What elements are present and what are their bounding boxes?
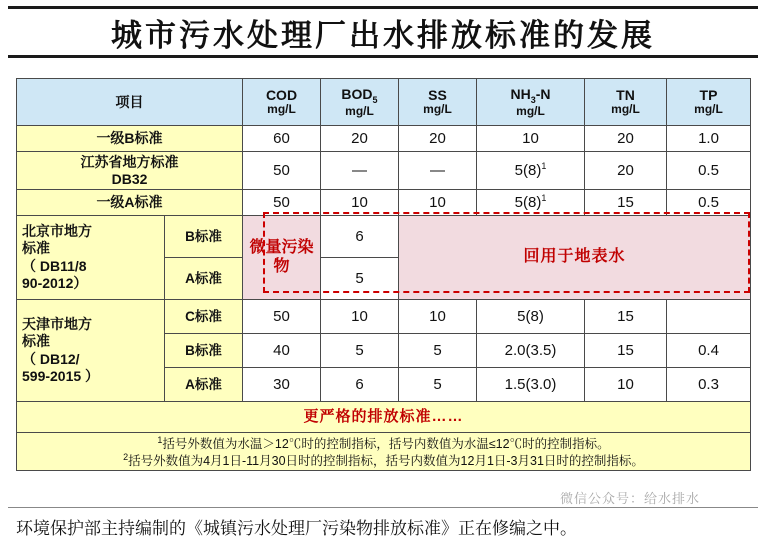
table-row <box>17 300 751 334</box>
row-label-beijing <box>17 216 165 300</box>
reuse-note <box>399 216 751 300</box>
cell-tp: 0.3 <box>667 368 751 402</box>
standards-table <box>16 78 751 471</box>
sub-label-b: B标准 <box>165 334 243 368</box>
cell-bod: 6 <box>321 216 399 258</box>
note-1: $^1$括号外数值为水温＞12℃时的控制指标，括号内数值为水温≤12℃时的控制指标。 <box>157 435 610 452</box>
cell-bod: 5 <box>321 258 399 300</box>
header-tp <box>667 79 751 126</box>
cell-ss: — <box>399 152 477 190</box>
cell-cod: 60 <box>243 126 321 152</box>
watermark: 微信公众号：给水排水 <box>560 491 701 506</box>
sub-label-b: B标准 <box>165 216 243 258</box>
cell-bod: 10 <box>321 300 399 334</box>
tianjin-line1: 天津市地方 <box>22 315 92 332</box>
note-2: $^2$括号外数值为4月1日-11月30日时的控制指标，括号内数值为12月1日-3月31日时的控制指标。 <box>123 451 644 468</box>
row-label-level1a: 一级A标准 <box>17 190 243 216</box>
header-nh3n-label: $NH_3-N$ <box>510 85 551 105</box>
row-label-jiangsu-line1: 江苏省地方标准 <box>80 154 179 171</box>
row-label-level1b: 一级B标准 <box>17 126 243 152</box>
beijing-line3: （ DB11/8 <box>22 257 87 274</box>
beijing-line4: 90-2012） <box>22 275 88 291</box>
header-tp-label: TP <box>699 87 718 104</box>
cell-tp: 0.5 <box>667 152 751 190</box>
reuse-note-text: 回用于地表水 <box>523 248 626 266</box>
cell-bod: 20 <box>321 126 399 152</box>
table-row <box>17 190 751 216</box>
cell-ss: 5 <box>399 368 477 402</box>
cell-cod: 50 <box>243 152 321 190</box>
table-row <box>17 216 751 258</box>
cell-nh3n: $5(8)^1$ <box>477 152 585 190</box>
cell-nh3n: 1.5(3.0) <box>477 368 585 402</box>
cell-tp <box>667 300 751 334</box>
standards-table-wrap <box>16 78 750 471</box>
cell-ss: 20 <box>399 126 477 152</box>
header-ss <box>399 79 477 126</box>
micro-pollutant-note <box>243 216 321 300</box>
cell-tn: 15 <box>585 190 667 216</box>
header-item: 项目 <box>17 79 243 126</box>
header-tn-unit: mg/L <box>611 102 640 117</box>
cell-ss: 10 <box>399 300 477 334</box>
table-header-row <box>17 79 751 126</box>
micro-pollutant-text: 微量污染物 <box>249 239 314 275</box>
cell-nh3n: 2.0(3.5) <box>477 334 585 368</box>
tianjin-line2: 标准 <box>22 333 50 349</box>
cell-cod: 50 <box>243 190 321 216</box>
header-nh3n-unit: mg/L <box>516 103 545 118</box>
header-ss-unit: mg/L <box>423 102 452 117</box>
beijing-line2: 标准 <box>22 240 50 256</box>
sub-label-a: A标准 <box>165 368 243 402</box>
cell-tp: 1.0 <box>667 126 751 152</box>
header-cod <box>243 79 321 126</box>
table-row <box>17 433 751 471</box>
row-label-jiangsu-line2: DB32 <box>111 170 148 187</box>
cell-tn: 20 <box>585 126 667 152</box>
header-bod <box>321 79 399 126</box>
cell-nh3n: $5(8)^1$ <box>477 190 585 216</box>
cell-tp: 0.5 <box>667 190 751 216</box>
header-tp-unit: mg/L <box>694 102 723 117</box>
cell-tn: 15 <box>585 334 667 368</box>
header-nh3n <box>477 79 585 126</box>
cell-bod: 10 <box>321 190 399 216</box>
tianjin-line3: （ DB12/ <box>22 350 80 367</box>
title-bar <box>8 6 758 58</box>
cell-tn: 15 <box>585 300 667 334</box>
footer-text: 环境保护部主持编制的《城镇污水处理厂污染物排放标准》正在修编之中。 <box>16 519 577 539</box>
cell-nh3n: 10 <box>477 126 585 152</box>
cell-tn: 20 <box>585 152 667 190</box>
cell-bod: 5 <box>321 334 399 368</box>
sub-label-c: C标准 <box>165 300 243 334</box>
cell-tn: 10 <box>585 368 667 402</box>
header-bod-unit: mg/L <box>345 103 374 118</box>
cell-cod: 30 <box>243 368 321 402</box>
header-tn <box>585 79 667 126</box>
sub-label-a: A标准 <box>165 258 243 300</box>
row-label-jiangsu <box>17 152 243 190</box>
page-title: 城市污水处理厂出水排放标准的发展 <box>111 17 655 54</box>
cell-ss: 10 <box>399 190 477 216</box>
footer-divider <box>8 507 758 508</box>
header-ss-label: SS <box>428 87 447 104</box>
cell-cod: 50 <box>243 300 321 334</box>
cell-bod: 6 <box>321 368 399 402</box>
header-cod-unit: mg/L <box>267 102 296 117</box>
table-row <box>17 402 751 433</box>
stricter-standards-banner: 更严格的排放标准…… <box>17 402 751 433</box>
table-row <box>17 126 751 152</box>
beijing-line1: 北京市地方 <box>22 222 92 239</box>
table-row <box>17 152 751 190</box>
header-cod-label: COD <box>265 87 298 104</box>
header-bod-label: $BOD_5$ <box>341 85 378 105</box>
cell-cod: 40 <box>243 334 321 368</box>
cell-nh3n: 5(8) <box>477 300 585 334</box>
cell-bod: — <box>321 152 399 190</box>
cell-ss: 5 <box>399 334 477 368</box>
tianjin-line4: 599-2015 ） <box>22 368 100 384</box>
cell-tp: 0.4 <box>667 334 751 368</box>
table-notes <box>17 433 751 471</box>
header-tn-label: TN <box>616 87 635 104</box>
row-label-tianjin <box>17 300 165 402</box>
